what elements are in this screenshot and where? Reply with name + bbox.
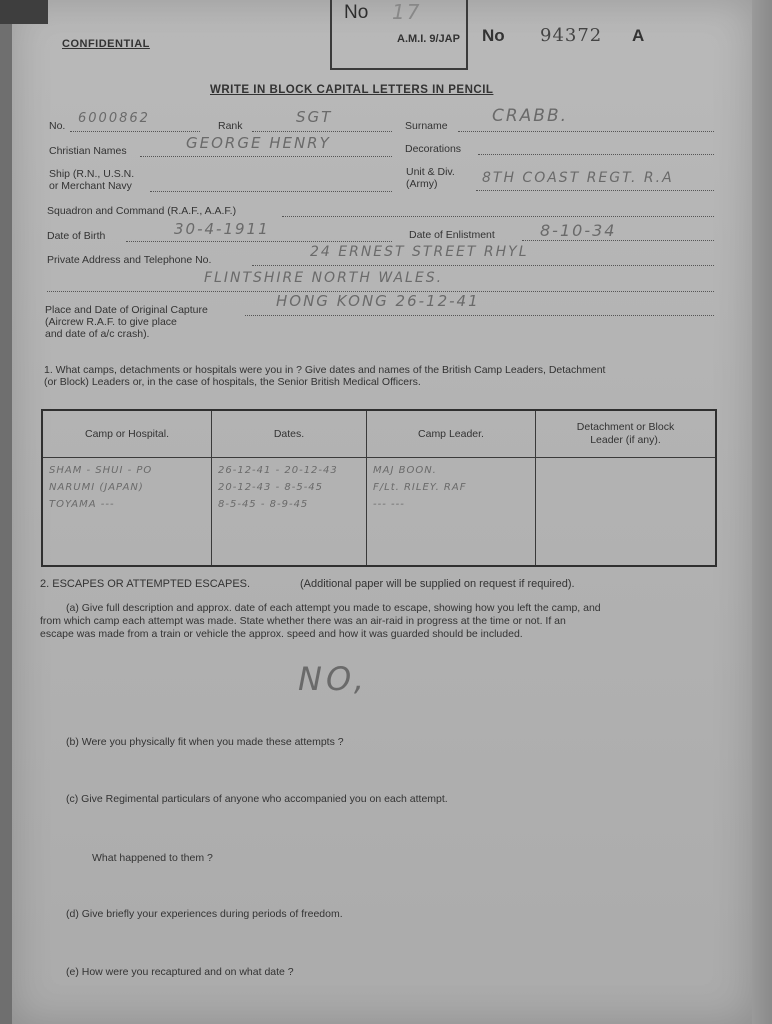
question-2a-answer: NO,	[298, 660, 368, 698]
unit-label-1: Unit & Div.	[406, 166, 455, 178]
question-1-line-1: 1. What camps, detachments or hospitals were you in ? Give dates and names of the British Camp Leaders, Detachment	[44, 364, 606, 376]
question-2e: (e) How were you recaptured and on what date ?	[66, 966, 294, 978]
header-camp-leader: Camp Leader.	[367, 410, 536, 458]
capture-label-1: Place and Date of Original Capture	[45, 304, 208, 316]
service-no-value: 6000862	[78, 111, 150, 126]
squadron-line	[282, 216, 714, 217]
question-2a-line-2: from which camp each attempt was made. State whether there was an air-raid in progress at the time or not. If an	[40, 615, 566, 627]
camp-dates: 20-12-43 - 8-5-45	[218, 482, 324, 493]
table-row	[42, 458, 716, 566]
decorations-line	[478, 154, 714, 155]
detachment-cell	[536, 458, 717, 566]
form-instruction: WRITE IN BLOCK CAPITAL LETTERS IN PENCIL	[210, 84, 494, 96]
camp-name: SHAM - SHUI - PO	[49, 465, 153, 476]
camp-dates: 26-12-41 - 20-12-43	[218, 465, 338, 476]
header-dates: Dates.	[212, 410, 367, 458]
rank-label: Rank	[218, 120, 243, 132]
service-no-label: No.	[49, 120, 66, 132]
decorations-label: Decorations	[405, 143, 462, 155]
camp-leader: --- ---	[373, 499, 405, 510]
leader-cell	[367, 458, 536, 566]
question-1-line-2: (or Block) Leaders or, in the case of hospitals, the Senior British Medical Officers.	[44, 376, 421, 388]
address-value-1: 24 ERNEST STREET RHYL	[310, 244, 529, 260]
dob-line	[126, 241, 392, 242]
address-line-1	[252, 265, 714, 266]
unit-line	[476, 190, 714, 191]
ship-line	[150, 191, 392, 192]
question-2b: (b) Were you physically fit when you made these attempts ?	[66, 736, 344, 748]
header-detachment-leader-text: Detachment or Block Leader (if any).	[576, 421, 675, 446]
folder-corner	[0, 0, 48, 24]
page-edge	[752, 0, 772, 1024]
question-2-heading: 2. ESCAPES OR ATTEMPTED ESCAPES.	[40, 578, 251, 590]
form-number: 94372	[540, 25, 603, 46]
question-2c-followup: What happened to them ?	[92, 852, 213, 864]
christian-names-label: Christian Names	[49, 145, 127, 157]
ship-label-2: or Merchant Navy	[49, 180, 132, 192]
enlistment-label: Date of Enlistment	[409, 229, 495, 241]
camps-table-header	[42, 410, 716, 458]
enlistment-line	[522, 240, 714, 241]
dob-label: Date of Birth	[47, 230, 106, 242]
christian-names-value: GEORGE HENRY	[186, 134, 331, 152]
capture-label-2: (Aircrew R.A.F. to give place	[45, 316, 177, 328]
camp-name: TOYAMA ---	[49, 499, 115, 510]
service-no-line	[70, 131, 200, 132]
camp-leader: MAJ BOON.	[373, 465, 437, 476]
camp-leader: F/Lt. RILEY. RAF	[373, 482, 467, 493]
question-2a-line-1: (a) Give full description and approx. date of each attempt you made to escape, showing how you left the camp, and	[66, 602, 601, 614]
capture-value: HONG KONG 26-12-41	[276, 292, 480, 310]
unit-value: 8TH COAST REGT. R.A	[482, 170, 674, 186]
rank-line	[252, 131, 392, 132]
confidential-label: CONFIDENTIAL	[62, 38, 150, 50]
ship-label-1: Ship (R.N., U.S.N.	[49, 168, 135, 180]
camp-name: NARUMI (JAPAN)	[49, 482, 144, 493]
form-number-label: No	[482, 26, 505, 45]
question-2d: (d) Give briefly your experiences during periods of freedom.	[66, 908, 343, 920]
stamp-no-handwritten: 17	[392, 0, 422, 24]
surname-value: CRABB.	[492, 106, 569, 126]
question-2-note: (Additional paper will be supplied on request if required).	[300, 578, 575, 590]
dates-cell	[212, 458, 367, 566]
camp-dates: 8-5-45 - 8-9-45	[218, 499, 309, 510]
header-detachment-leader	[536, 410, 717, 458]
capture-line	[245, 315, 714, 316]
surname-label: Surname	[405, 120, 448, 132]
header-camp: Camp or Hospital.	[42, 410, 212, 458]
camp-cell	[42, 458, 212, 566]
stamp-no-label: No	[344, 2, 369, 23]
christian-names-line	[140, 156, 392, 157]
form-suffix: A	[632, 26, 645, 45]
rank-value: SGT	[296, 108, 333, 126]
unit-label-2: (Army)	[406, 178, 438, 190]
question-2a-line-3: escape was made from a train or vehicle the approx. speed and how it was guarded should be included.	[40, 628, 523, 640]
stamp-reference: A.M.I. 9/JAP	[397, 33, 460, 45]
surname-line	[458, 131, 714, 132]
enlistment-value: 8-10-34	[540, 221, 617, 240]
capture-label-3: and date of a/c crash).	[45, 328, 150, 340]
dob-value: 30-4-1911	[174, 220, 270, 238]
camps-table	[41, 409, 717, 567]
address-label: Private Address and Telephone No.	[47, 254, 212, 266]
squadron-label: Squadron and Command (R.A.F., A.A.F.)	[47, 205, 237, 217]
question-2c: (c) Give Regimental particulars of anyone who accompanied you on each attempt.	[66, 793, 448, 805]
address-value-2: FLINTSHIRE NORTH WALES.	[204, 270, 444, 286]
